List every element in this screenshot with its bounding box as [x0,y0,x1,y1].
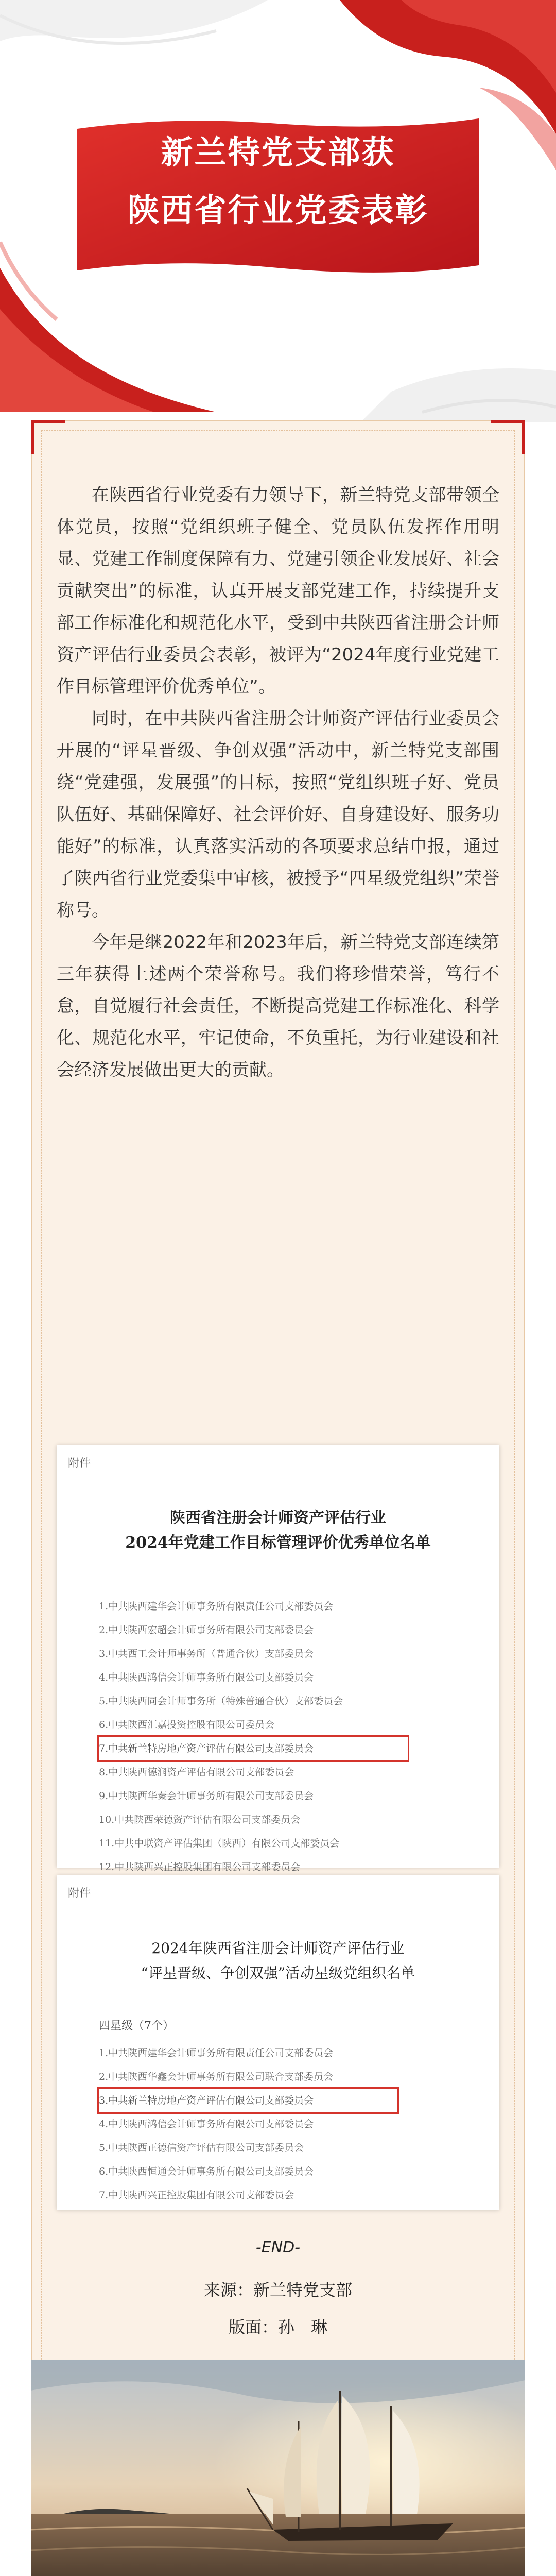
list-item: 1.中共陕西建华会计师事务所有限责任公司支部委员会 [99,1601,334,1612]
page-title [103,124,453,263]
notice-title-line-1: 2024年陕西省注册会计师资产评估行业 [151,1940,405,1957]
list-item: 7.中共陕西兴正控股集团有限公司支部委员会 [99,2190,294,2201]
article-paragraph-3: 今年是继2022年和2023年后，新兰特党支部连续第三年获得上述两个荣誉称号。我们将珍惜荣誉，笃行不怠，自觉履行社会责任，不断提高党建工作标准化、科学化、规范化水平，牢记使命，不负重托，为行业建设和社会经济发展做出更大的贡献。 [57,932,499,1080]
notice-title-line-2: 2024年党建工作目标管理评价优秀单位名单 [125,1534,431,1552]
star-level-label: 四星级（7个） [99,2020,174,2032]
notice-star-organizations [57,1875,499,2210]
notice-title [57,1875,499,1986]
list-item: 6.中共陕西恒通会计师事务所有限公司支部委员会 [99,2166,314,2177]
source-line: 来源：新兰特党支部 [203,2280,352,2300]
sailboat-image [31,2360,525,2576]
notice-title [57,1445,499,1555]
notice-title-line-2: “评星晋级、争创双强”活动星级党组织名单 [141,1964,415,1981]
list-item: 10.中共陕西荣德资产评估有限公司支部委员会 [99,1814,301,1825]
list-item-highlighted: 7.中共新兰特房地产资产评估有限公司支部委员会 [99,1737,408,1760]
notice-excellent-units [57,1445,499,1873]
frame-corner-top-left [31,420,65,454]
notice-tag: 附件 [68,1457,91,1470]
article-paragraph-1: 在陕西省行业党委有力领导下，新兰特党支部带领全体党员，按照“党组织班子健全、党员队伍发挥作用明显、党建工作制度保障有力、党建引领企业发展好、社会贡献突出”的标准，认真开展支部党建工作，持续提升支部工作标准化和规范化水平，受到中共陕西省注册会计师资产评估行业委员会表彰，被评为“2024年度行业党建工作目标管理评价优秀单位”。 [57,485,499,697]
title-line-1: 新兰特党支部获 [161,133,395,171]
editor-line: 版面：孙 琳 [228,2317,327,2337]
list-item: 2.中共陕西宏超会计师事务所有限公司支部委员会 [99,1624,314,1636]
title-line-2: 陕西省行业党委表彰 [127,191,429,229]
list-item: 11.中共中联资产评估集团（陕西）有限公司支部委员会 [99,1838,340,1849]
list-item: 9.中共陕西华秦会计师事务所有限公司支部委员会 [99,1790,314,1802]
list-item-highlighted: 3.中共新兰特房地产资产评估有限公司支部委员会 [99,2089,397,2112]
article-paragraph-2: 同时，在中共陕西省注册会计师资产评估行业委员会开展的“评星晋级、争创双强”活动中，新兰特党支部围绕“党建强，发展强”的目标，按照“党组织班子好、党员队伍好、基础保障好、社会评价好、自身建设好、服务功能好”的标准，认真落实活动的各项要求总结申报，通过了陕西省行业党委集中审核，被授予“四星级党组织”荣誉称号。 [57,708,499,921]
list-item: 4.中共陕西鸿信会计师事务所有限公司支部委员会 [99,1672,314,1683]
notice-list [99,2041,470,2207]
end-mark: -END- [255,2239,301,2257]
list-item: 4.中共陕西鸿信会计师事务所有限公司支部委员会 [99,2119,314,2130]
list-item: 8.中共陕西德润资产评估有限公司支部委员会 [99,1767,294,1778]
list-item: 5.中共陕西正德信资产评估有限公司支部委员会 [99,2142,304,2154]
list-item: 6.中共陕西汇嘉投资控股有限公司委员会 [99,1719,275,1731]
sailboat-photo [31,2360,525,2576]
article-body [57,479,499,1086]
notice-tag: 附件 [68,1887,91,1900]
list-item: 5.中共陕西同会计师事务所（特殊普通合伙）支部委员会 [99,1696,343,1707]
frame-corner-top-right [491,420,525,454]
list-item: 12.中共陕西兴正控股集团有限公司支部委员会 [99,1861,301,1873]
notice-title-line-1: 陕西省注册会计师资产评估行业 [170,1509,386,1527]
notice-list [99,1595,470,1879]
header-banner [0,0,556,422]
list-item: 2.中共陕西华鑫会计师事务所有限公司联合支部委员会 [99,2071,334,2082]
list-item: 1.中共陕西建华会计师事务所有限责任公司支部委员会 [99,2047,334,2059]
list-item: 3.中共西工会计师事务所（普通合伙）支部委员会 [99,1648,314,1659]
